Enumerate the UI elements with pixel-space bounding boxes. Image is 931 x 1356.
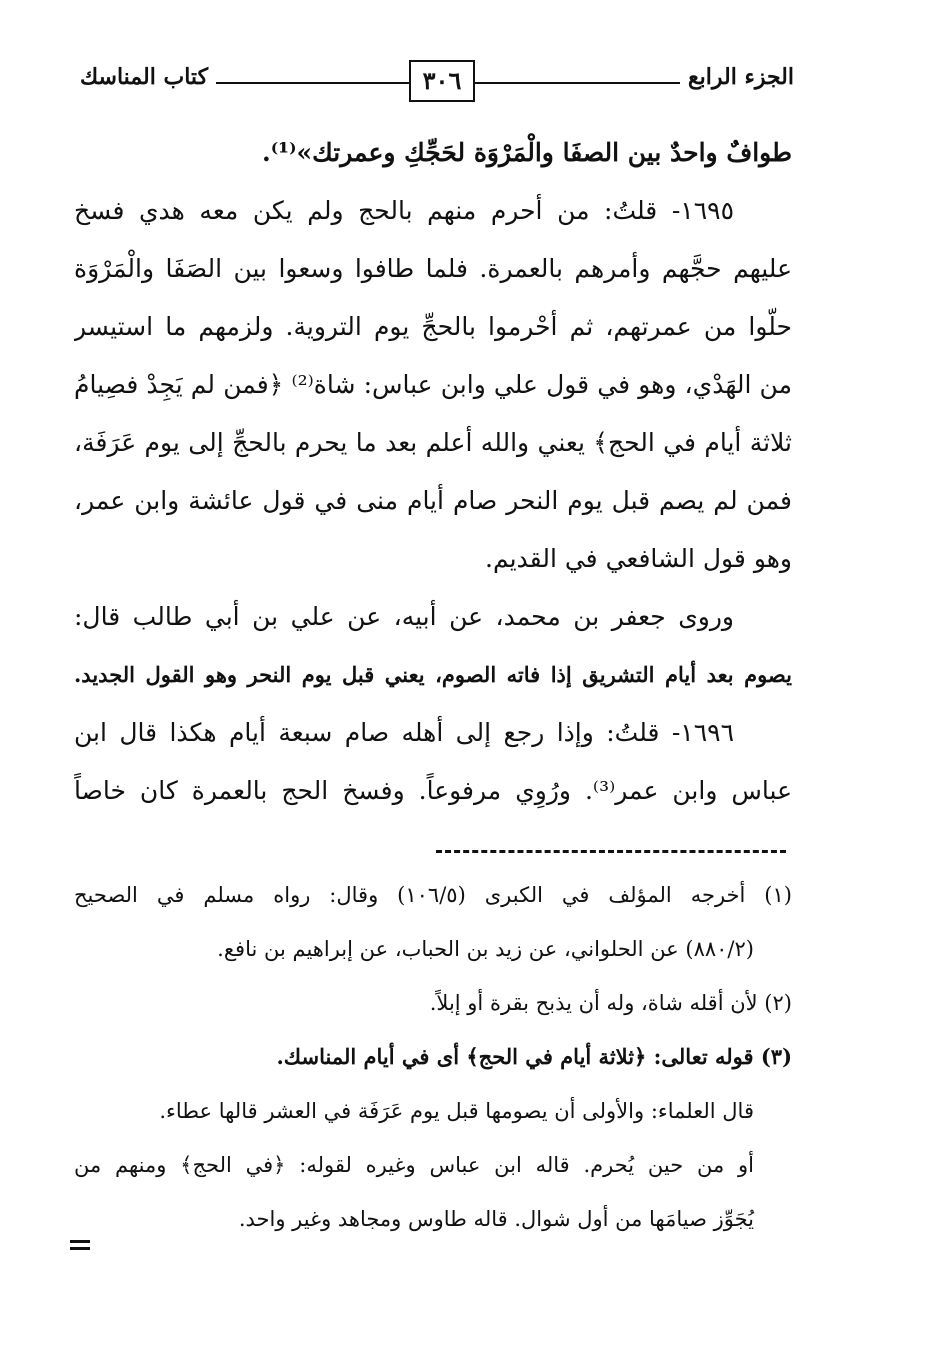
end-of-page-mark — [70, 1240, 90, 1254]
footnotes — [74, 868, 792, 1246]
text-line: ١٦٩٥- قلتُ: من أحرم منهم بالحج ولم يكن معه هدي فسخ — [74, 196, 734, 225]
running-title-left: كتاب المناسك — [80, 64, 216, 90]
footnote-line: قال العلماء: والأولى أن يصومها قبل يوم عَرَفَة في العشر قالها عطاء. — [159, 1099, 754, 1123]
text-line: ١٦٩٦- قلتُ: وإذا رجع إلى أهله صام سبعة أيام هكذا قال ابن — [74, 718, 734, 747]
footnote-line: (٣) قوله تعالى: ﴿ثلاثة أيام في الحج﴾ أى في أيام المناسك. — [276, 1044, 792, 1069]
text-line: حلّوا من عمرتهم، ثم أحْرموا بالحجِّ يوم التروية. ولزمهم ما استيسر — [74, 312, 792, 341]
text-line: وهو قول الشافعي في القديم. — [485, 544, 792, 573]
page-number: ٣٠٦ — [409, 60, 475, 102]
running-title-right: الجزء الرابع — [680, 64, 794, 90]
text-line: طوافٌ واحدٌ بين الصفَا والْمَرْوَة لحَجِّكِ وعمرتك»⁽¹⁾. — [262, 138, 792, 167]
text-line: من الهَدْي، وهو في قول علي وابن عباس: شاة⁽²⁾ ﴿فمن لم يَجِدْ فصِيامُ — [74, 370, 792, 399]
footnote-line: يُجَوِّز صيامَها من أول شوال. قاله طاوس ومجاهد وغير واحد. — [238, 1207, 754, 1231]
text-line: ثلاثة أيام في الحج﴾ يعني والله أعلم بعد ما يحرم بالحجِّ إلى يوم عَرَفَة، — [74, 428, 792, 457]
text-line: فمن لم يصم قبل يوم النحر صام أيام منى في قول عائشة وابن عمر، — [74, 486, 792, 515]
footnote-line: (٢) لأن أقله شاة، وله أن يذبح بقرة أو إبلاً. — [429, 991, 792, 1015]
text-line: يصوم بعد أيام التشريق إذا فاته الصوم، يعني قبل يوم النحر وهو القول الجديد. — [74, 662, 792, 687]
text-line: عباس وابن عمر⁽³⁾. ورُوِي مرفوعاً. وفسخ الحج بالعمرة كان خاصاً — [74, 776, 792, 805]
page-header — [80, 52, 794, 102]
main-text — [74, 124, 792, 820]
footnote-line: (١) أخرجه المؤلف في الكبرى (١٠٦/٥) وقال: رواه مسلم في الصحيح — [74, 883, 792, 907]
footnote-line: أو من حين يُحرم. قاله ابن عباس وغيره لقوله: ﴿في الحج﴾ ومنهم من — [74, 1153, 754, 1177]
footnote-separator — [436, 850, 786, 853]
footnote-line: (٨٨٠/٢) عن الحلواني، عن زيد بن الحباب، عن إبراهيم بن نافع. — [217, 937, 754, 961]
text-line: وروى جعفر بن محمد، عن أبيه، عن علي بن أبي طالب قال: — [74, 602, 734, 631]
text-line: عليهم حجَّهم وأمرهم بالعمرة. فلما طافوا وسعوا بين الصَفَا والْمَرْوَة — [74, 254, 792, 283]
